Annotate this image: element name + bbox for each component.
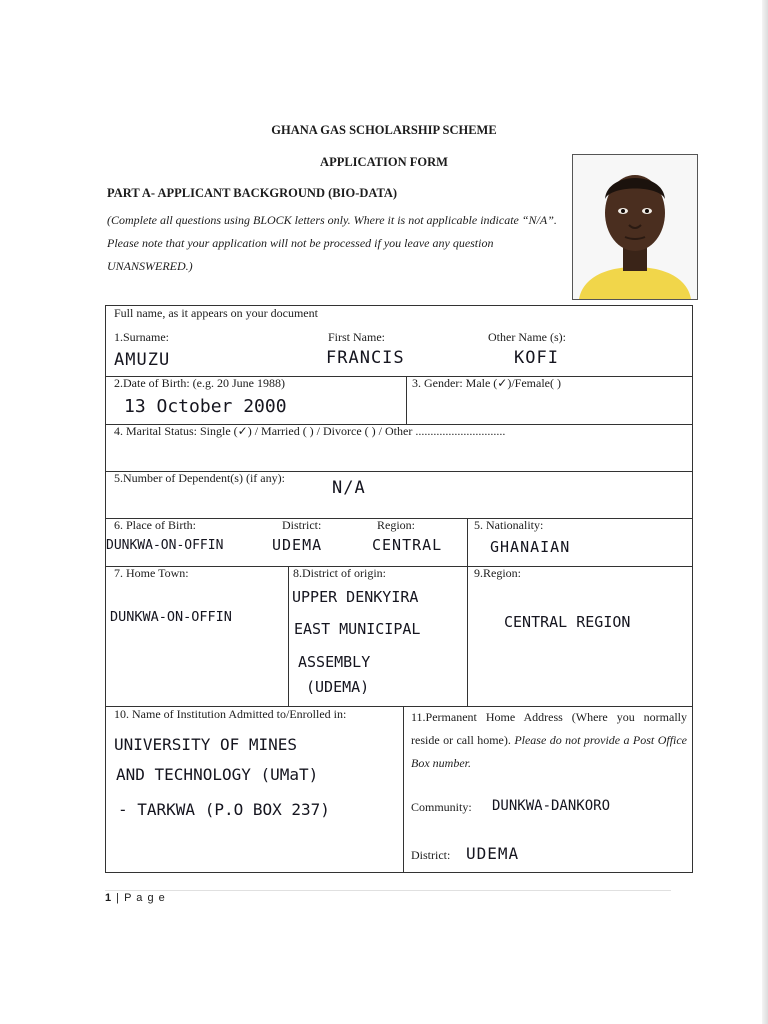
community-value: DUNKWA-DANKORO (492, 798, 611, 814)
bio-data-form (105, 305, 693, 873)
scheme-title: GHANA GAS SCHOLARSHIP SCHEME (271, 123, 497, 137)
region-9-value: CENTRAL REGION (504, 613, 631, 631)
page-footer: 1 | P a g e (105, 892, 166, 904)
nationality-value: GHANAIAN (490, 538, 571, 556)
district-label: District: (282, 518, 322, 532)
surname-label: 1.Surname: (114, 330, 169, 344)
dependents-label: 5.Number of Dependent(s) (if any): (114, 471, 285, 485)
nationality-label: 5. Nationality: (474, 518, 544, 532)
page-number: 1 (105, 892, 113, 904)
institution-line: UNIVERSITY OF MINES (114, 735, 298, 754)
place-of-birth-value: DUNKWA-ON-OFFIN (106, 538, 224, 553)
other-name-label: Other Name (s): (488, 330, 566, 344)
page-word: P a g e (124, 892, 166, 904)
district-of-origin-line: UPPER DENKYIRA (292, 588, 419, 606)
institution-line: - TARKWA (P.O BOX 237) (118, 800, 330, 819)
gender-label: 3. Gender: Male (✓)/Female( ) (412, 376, 561, 390)
permanent-address-label: 11.Permanent Home Address (Where you normally reside or call home). Please do not provide a Post Office Box number. (411, 710, 688, 770)
instructions: (Complete all questions using BLOCK letters only. Where it is not applicable indicate “N/A”. Please note that your application will not be processed if you leave any question UNANSWERED.) (107, 213, 557, 273)
dependents-value: N/A (332, 478, 366, 498)
region-value: CENTRAL (372, 536, 443, 554)
full-name-heading: Full name, as it appears on your document (114, 306, 318, 320)
part-a-title: PART A- APPLICANT BACKGROUND (BIO-DATA) (107, 186, 398, 200)
address-district-label: District: (411, 848, 451, 862)
first-name-value: FRANCIS (326, 348, 405, 368)
district-of-origin-label: 8.District of origin: (293, 566, 386, 580)
institution-label: 10. Name of Institution Admitted to/Enrolled in: (114, 707, 347, 721)
applicant-photo (572, 154, 698, 300)
place-of-birth-label: 6. Place of Birth: (114, 518, 196, 532)
dob-value: 13 October 2000 (124, 396, 287, 417)
marital-status-label: 4. Marital Status: Single (✓) / Married ( ) / Divorce ( ) / Other .............................. (114, 424, 506, 438)
home-town-value: DUNKWA-ON-OFFIN (110, 609, 232, 625)
surname-value: AMUZU (114, 350, 171, 370)
region-9-label: 9.Region: (474, 566, 521, 580)
region-label: Region: (377, 518, 415, 532)
form-title: APPLICATION FORM (320, 155, 448, 169)
community-label: Community: (411, 800, 472, 814)
other-name-value: KOFI (514, 348, 559, 368)
institution-line: AND TECHNOLOGY (UMaT) (116, 765, 319, 784)
dob-label: 2.Date of Birth: (e.g. 20 June 1988) (114, 376, 285, 390)
footer-rule (105, 890, 671, 891)
home-town-label: 7. Home Town: (114, 566, 189, 580)
district-of-origin-line: (UDEMA) (306, 678, 370, 696)
page-edge (762, 0, 768, 1024)
first-name-label: First Name: (328, 330, 385, 344)
district-of-origin-line: ASSEMBLY (298, 653, 371, 671)
district-value: UDEMA (272, 536, 323, 554)
address-district-value: UDEMA (466, 844, 520, 863)
district-of-origin-line: EAST MUNICIPAL (294, 620, 421, 638)
